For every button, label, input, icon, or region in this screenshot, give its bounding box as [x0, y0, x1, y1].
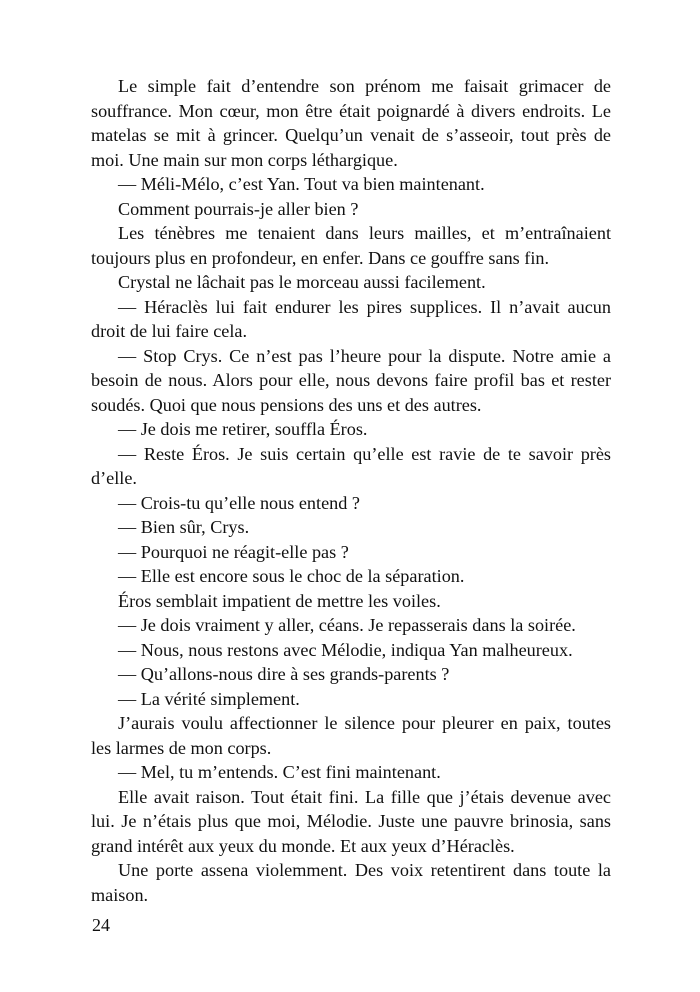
- paragraph: Crystal ne lâchait pas le morceau aussi facilement.: [118, 272, 486, 292]
- paragraph: — Stop Crys. Ce n’est pas l’heure pour la dispute. Notre amie a besoin de nous. Alors pour elle, nous devons faire profil bas et rester soudés. Quoi que nous pensions des uns et des autres.: [91, 345, 611, 415]
- paragraph: Les ténèbres me tenaient dans leurs mailles, et m’entraînaient toujours plus en profondeur, en enfer. Dans ce gouffre sans fin.: [91, 223, 611, 268]
- paragraph: — Mel, tu m’entends. C’est fini maintenant.: [118, 762, 441, 782]
- paragraph: Le simple fait d’entendre son prénom me faisait grimacer de souffrance. Mon cœur, mon être était poignardé à divers endroits. Le matelas se mit à grincer. Quelqu’un venait de s’asseoir, tout près de moi. Une main sur mon corps léthargique.: [91, 76, 611, 170]
- paragraph: — Qu’allons-nous dire à ses grands-parents ?: [118, 664, 450, 684]
- paragraph: Éros semblait impatient de mettre les voiles.: [118, 590, 441, 611]
- paragraph: — Nous, nous restons avec Mélodie, indiqua Yan malheureux.: [118, 639, 573, 660]
- paragraph: — Je dois vraiment y aller, céans. Je repasserais dans la soirée.: [118, 615, 576, 635]
- paragraph: J’aurais voulu affectionner le silence pour pleurer en paix, toutes les larmes de mon corps.: [91, 713, 611, 758]
- paragraph: — Méli-Mélo, c’est Yan. Tout va bien maintenant.: [118, 174, 485, 194]
- paragraph: — Elle est encore sous le choc de la séparation.: [118, 566, 465, 586]
- paragraph: — Bien sûr, Crys.: [118, 517, 250, 537]
- paragraph: — Reste Éros. Je suis certain qu’elle est ravie de te savoir près d’elle.: [91, 443, 611, 488]
- paragraph: — Crois-tu qu’elle nous entend ?: [118, 492, 360, 513]
- paragraph: — Héraclès lui fait endurer les pires supplices. Il n’avait aucun droit de lui faire cela.: [91, 296, 611, 341]
- paragraph: — La vérité simplement.: [118, 688, 300, 709]
- paragraph: Comment pourrais-je aller bien ?: [118, 198, 359, 219]
- page-number: 24: [92, 915, 110, 935]
- paragraph: Une porte assena violemment. Des voix retentirent dans toute la maison.: [91, 860, 611, 905]
- paragraph: — Je dois me retirer, souffla Éros.: [118, 419, 368, 439]
- paragraph: Elle avait raison. Tout était fini. La fille que j’étais devenue avec lui. Je n’étais plus que moi, Mélodie. Juste une pauvre brinosia, sans grand intérêt aux yeux du monde. Et aux yeux d’Héraclès.: [91, 786, 611, 856]
- page-body: [91, 74, 611, 907]
- paragraph: — Pourquoi ne réagit-elle pas ?: [118, 541, 349, 562]
